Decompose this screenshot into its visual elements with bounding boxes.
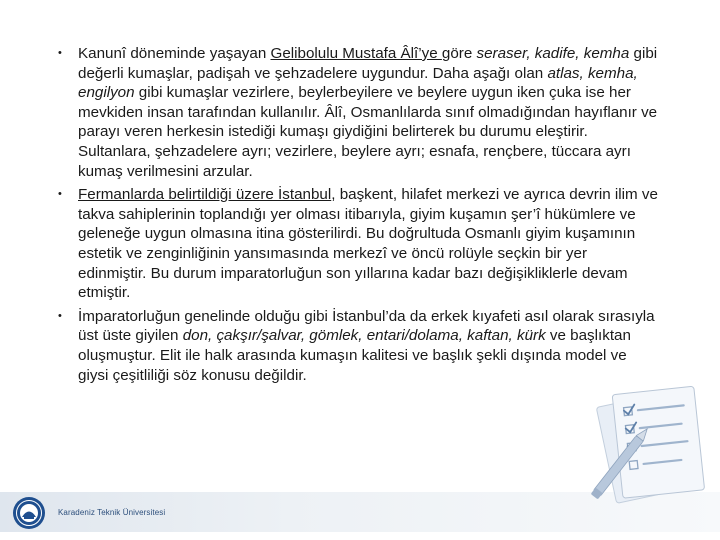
bullet-text-segment: gibi kumaşlar vezirlere, beylerbeyilere ve beylere uygun iken çuka ise her mevkiden insan tarafından kullanılır. Âlî, Osmanlılarda sınıf olmadığından hayıflanır ve parayı veren herkesin istediği kumaşı giydiğini belirterek bu durumu eleştirir. Sultanlara, şehzadelere ayrı; vezirlere, beylere ayrı; esnafa, rençbere, tüccara ayrı kumaş verilmesini arzular. <box>78 84 658 180</box>
bullet-text-segment: Fermanlarda belirtildiği üzere İstanbul <box>78 186 332 204</box>
bullet-text-segment: gibi değerli kumaşlar, padişah ve şehzadelere uygundur. Daha aşağı olan <box>78 45 658 82</box>
bullet-fermanlarda <box>58 185 658 303</box>
checklist-clipboard-illustration <box>576 378 716 508</box>
bullet-imparatorlugun <box>58 307 658 385</box>
bullet-text-segment: seraser, kadife, kemha <box>476 45 630 62</box>
bullet-text-segment: göre <box>441 45 477 62</box>
bullet-text-segment: Kanunî döneminde yaşayan <box>78 45 271 62</box>
bullet-text-segment: don, çakşır/şalvar, gömlek, entari/dolama, kaftan, kürk <box>182 327 546 345</box>
bullet-text-segment: atlas, kemha, engilyon <box>78 64 638 102</box>
bullet-marker: • <box>58 47 62 59</box>
bullet-text-segment: İmparatorluğun genelinde olduğu gibi İstanbul’da da erkek kıyafeti asıl olarak sırasıyla üst üste giyilen <box>78 307 655 345</box>
bullet-kanuni <box>58 44 658 181</box>
bullet-text-segment: , başkent, hilafet merkezi ve ayrıca devrin ilim ve takva sahiplerinin toplandığı yer olması itibarıyla, giyim kuşamın şer’î hükümlere ve geleneğe uygun olmasına itina gösterilirdi. Bu doğrultuda Osmanlı giyim kuşamının estetik ve zenginliğinin yansımasında merkezî ve öncü rolüyle seçkin bir yer edinmiştir. Bu durum imparatorluğun son yıllarına kadar bazı değişikliklerle devam etmiştir. <box>78 186 658 302</box>
university-logo-icon <box>12 496 46 530</box>
bullet-list <box>58 44 658 389</box>
bullet-text-segment: ve başlıktan oluşmuştur. Elit ile halk arasında kumaşın kalitesi ve başlık şekli dışında model ve giysi çeşitliliği söz konusu değildir. <box>78 327 631 384</box>
bullet-text-segment: Gelibolulu Mustafa Âlî’ye <box>270 45 442 62</box>
bullet-marker: • <box>58 188 62 201</box>
institution-name: Karadeniz Teknik Üniversitesi <box>58 508 166 517</box>
bullet-marker: • <box>58 309 62 322</box>
